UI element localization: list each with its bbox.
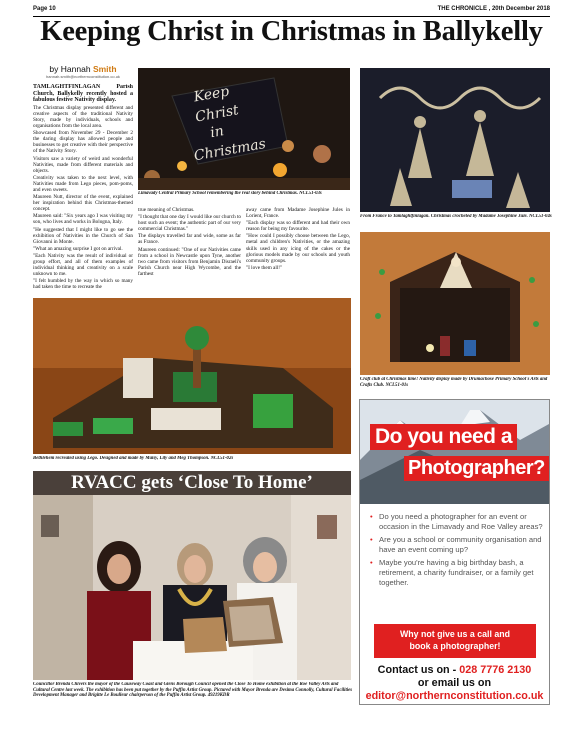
advert-bullet: • Are you a school or community organisation and have an event coming up?	[370, 535, 545, 554]
paragraph: "How could I possibly choose between the Lego, metal and children's Nativities, or the amazing skills used in any icing of the cakes or the glorious models made by our schools and youth community groups.	[246, 233, 350, 264]
svg-text:Keep: Keep	[192, 83, 231, 106]
byline-email[interactable]: hannah.smith@northernconstitution.co.uk	[46, 74, 120, 79]
advert-mountain-backdrop	[360, 400, 549, 504]
paragraph: true meaning of Christmas.	[138, 207, 195, 213]
paragraph: Maureen Nutt, director of the event, explained her inspiration behind this Christmas-themed concept.	[33, 194, 133, 213]
paragraph: "What an amazing surprise I got on arrival.	[33, 245, 123, 252]
advert-bullet: • Maybe you're having a big birthday bash, a retirement, a charity fundraiser, or a family get together.	[370, 558, 545, 587]
byline-last: Smith	[92, 64, 117, 74]
paragraph: The Christmas display presented different and creative aspects of the traditional Nativity Story, made by individuals, schools and organisations from the local area.	[33, 104, 133, 130]
svg-text:Christ: Christ	[194, 102, 240, 126]
photo-keep-christ	[138, 68, 350, 190]
caption-keep-christ: Limavady Central Primary School remembering the real story behind Christmas. NCL51-03s	[138, 191, 322, 196]
advert-bullets	[370, 512, 545, 591]
paragraph: away came from Madame Josephine Jules in Lorient, France.	[246, 207, 350, 220]
paragraph: Creativity was taken to the next level, with Nativities made from Lego pieces, pom-poms, and even sweets.	[33, 174, 133, 193]
caption-craft-nativity: Craft club at Christmas time! Nativity display made by Drumachose Primary School's Arts and Crafts Club. NCL51-01s	[360, 377, 548, 388]
page-number: Page 10	[33, 6, 56, 12]
email-prefix: or email us on	[417, 677, 492, 689]
caption-rvacc: Councillor Brenda Chivers the mayor of the Causeway Coast and Glens Borough Council opened the Close To Home exhibition at the Roe Valley Arts and Cultural Centre last week. The exhibition has been put together by the Puffin Artist Group. Pictured with Mayor Brenda are Desima Connolly, Cultural Facilities Development Manager and Brigitte Le Boulleur chairperson of the Puffin Artist Group. 49219KDR	[33, 682, 353, 699]
contact-email[interactable]: editor@northernconstitution.co.uk	[365, 690, 544, 702]
paragraph: "I thought that one day I would like our church to host such an event; the authentic part of our very commercial Christmas."	[138, 214, 241, 233]
contact-phone[interactable]: 028 7776 2130	[459, 664, 532, 676]
paragraph: "I felt humbled by the way in which so many had taken the time to recreate the	[33, 278, 133, 291]
svg-text:in: in	[208, 123, 226, 142]
advert-line-2: Photographer?	[404, 456, 549, 481]
advert-line-1: Do you need a	[370, 424, 517, 450]
paragraph: Maureen said: "Six years ago I was visiting my son, who lives and works in Bologna, Italy.	[33, 213, 133, 226]
paragraph: Visitors saw a variety of weird and wonderful Nativities, made from different materials and objects.	[33, 155, 133, 174]
paragraph: Maureen continued: "One of our Nativities came from a school in Newcastle upon Tyne, another two came from visitors from Benjamin Disraeli's Parish Church near High Wycombe, and the farthest	[138, 246, 241, 277]
article-column-3	[246, 207, 350, 295]
rvacc-title: RVACC gets ‘Close To Home’	[71, 472, 313, 493]
article-lead: TAMLAGHTFINLAGAN Parish Church, Ballykelly recently hosted a fabulous festive Nativity display.	[33, 84, 133, 104]
page-header	[33, 6, 550, 16]
cta-line: Why not give us a call and	[400, 629, 510, 639]
cta-line: book a photographer!	[409, 641, 501, 651]
caption-lego-bethlehem: Bethlehem recreated using Lego. Designed and made by Maisy, Lily and Meg Thompson. NCL51-02s	[33, 456, 234, 461]
headline: Keeping Christ in Christmas in Ballykelly	[40, 16, 543, 47]
paragraph: "Each Nativity was the result of individual or group effort, and all of them examples of individual thinking and creativity on a scale unknown to me.	[33, 252, 133, 278]
advert-contact	[360, 664, 549, 703]
article-column-2	[138, 207, 241, 295]
contact-prefix: Contact us on -	[377, 664, 460, 676]
advert-bullet: • Do you need a photographer for an event or occasion in the Limavady and Roe Valley areas?	[370, 512, 545, 531]
paragraph: The displays travelled far and wide, some as far as France.	[138, 233, 241, 246]
photographer-advert	[359, 399, 550, 705]
rvacc-photo	[33, 471, 351, 680]
svg-text:Christmas: Christmas	[192, 135, 267, 165]
caption-crochet-angels: From France to Tamlaghtfinlagan. Christmas crocheted by Madame Josephine Jule. NCL51-04s	[360, 214, 552, 219]
paper-date: THE CHRONICLE , 20th December 2018	[437, 6, 550, 12]
photo-craft-nativity	[360, 232, 550, 375]
byline-prefix: by	[49, 64, 59, 74]
paragraph: "Each display was so different and had their own reason for being my favourite.	[246, 220, 350, 233]
advert-call-to-action	[374, 624, 536, 658]
photo-lego-bethlehem	[33, 298, 351, 454]
paragraph: Showcased from November 29 - December 2 the daring display has allowed people and businesses to get creative with their perspective of the Nativity Story.	[33, 130, 133, 155]
byline-first: Hannah	[60, 64, 91, 74]
paragraph: "I love them all!"	[246, 264, 283, 271]
paragraph: "He suggested that I might like to go see the exhibition of Nativities in the Church of San Giovanni in Monte.	[33, 226, 133, 245]
byline	[33, 64, 133, 79]
photo-crochet-angels	[360, 68, 550, 212]
